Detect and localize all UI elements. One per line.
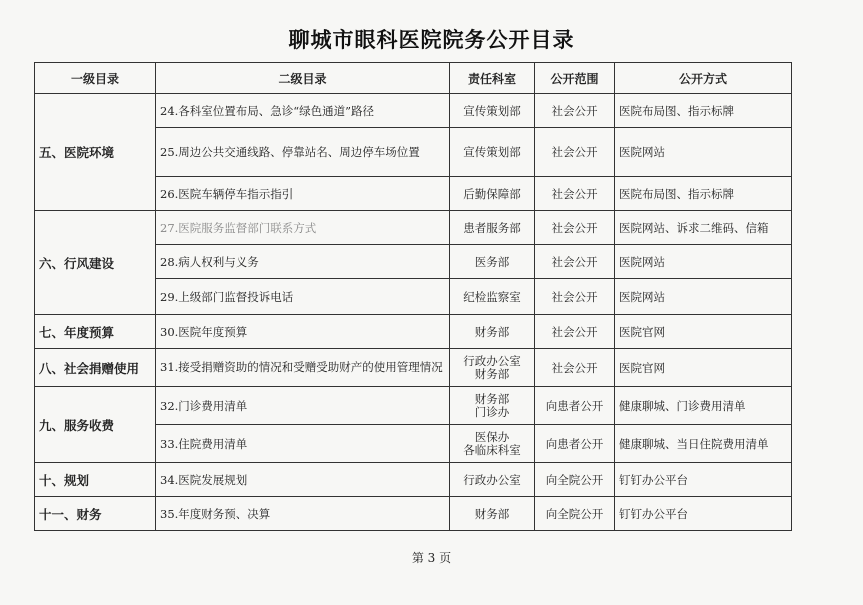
scope-cell: 向全院公开 xyxy=(535,497,615,531)
category-cell: 九、服务收费 xyxy=(35,387,156,463)
method-cell: 医院网站、诉求二维码、信箱 xyxy=(615,211,792,245)
method-cell: 医院网站 xyxy=(615,245,792,279)
item-cell: 35.年度财务预、决算 xyxy=(156,497,450,531)
item-cell: 27.医院服务监督部门联系方式 xyxy=(156,211,450,245)
scope-cell: 社会公开 xyxy=(535,94,615,128)
page-number: 第 3 页 xyxy=(411,551,452,565)
method-cell: 钉钉办公平台 xyxy=(615,463,792,497)
method-cell: 健康聊城、当日住院费用清单 xyxy=(615,425,792,463)
category-cell: 六、行风建设 xyxy=(35,211,156,315)
category-cell: 十一、财务 xyxy=(35,497,156,531)
dept-cell xyxy=(450,349,535,387)
item-cell: 25.周边公共交通线路、停靠站名、周边停车场位置 xyxy=(156,128,450,177)
dept-cell: 后勤保障部 xyxy=(450,177,535,211)
category-cell: 五、医院环境 xyxy=(35,94,156,211)
header-level2: 二级目录 xyxy=(156,63,450,94)
header-method: 公开方式 xyxy=(615,63,792,94)
item-cell: 26.医院车辆停车指示指引 xyxy=(156,177,450,211)
header-dept: 责任科室 xyxy=(450,63,535,94)
table-row xyxy=(35,315,792,349)
item-cell: 24.各科室位置布局、急诊“绿色通道”路径 xyxy=(156,94,450,128)
item-cell: 31.接受捐赠资助的情况和受赠受助财产的使用管理情况 xyxy=(156,349,450,387)
method-cell: 钉钉办公平台 xyxy=(615,497,792,531)
item-cell: 34.医院发展规划 xyxy=(156,463,450,497)
scope-cell: 社会公开 xyxy=(535,279,615,315)
category-cell: 七、年度预算 xyxy=(35,315,156,349)
item-cell: 28.病人权利与义务 xyxy=(156,245,450,279)
dept-line: 医保办 xyxy=(474,429,510,444)
table-row xyxy=(35,497,792,531)
category-cell: 十、规划 xyxy=(35,463,156,497)
scope-cell: 社会公开 xyxy=(535,128,615,177)
scope-cell: 向全院公开 xyxy=(535,463,615,497)
header-level1: 一级目录 xyxy=(35,63,156,94)
method-cell: 医院布局图、指示标牌 xyxy=(615,177,792,211)
scope-cell: 社会公开 xyxy=(535,177,615,211)
dept-cell: 宣传策划部 xyxy=(450,128,535,177)
scope-cell: 社会公开 xyxy=(535,245,615,279)
page-title: 聊城市眼科医院院务公开目录 xyxy=(288,28,575,52)
table-row xyxy=(35,463,792,497)
dept-cell xyxy=(450,387,535,425)
method-cell: 医院网站 xyxy=(615,128,792,177)
scope-cell: 向患者公开 xyxy=(535,387,615,425)
scope-cell: 社会公开 xyxy=(535,315,615,349)
dept-line: 财务部 xyxy=(474,391,510,406)
table-row xyxy=(35,211,792,245)
scope-cell: 向患者公开 xyxy=(535,425,615,463)
dept-line: 财务部 xyxy=(474,366,510,381)
table-header-row xyxy=(35,63,792,94)
item-cell: 30.医院年度预算 xyxy=(156,315,450,349)
dept-cell: 医务部 xyxy=(450,245,535,279)
table-row xyxy=(35,349,792,387)
item-cell: 29.上级部门监督投诉电话 xyxy=(156,279,450,315)
category-cell: 八、社会捐赠使用 xyxy=(35,349,156,387)
dept-cell: 财务部 xyxy=(450,497,535,531)
table-row xyxy=(35,94,792,128)
dept-line: 各临床科室 xyxy=(463,442,521,457)
method-cell: 医院官网 xyxy=(615,349,792,387)
item-cell: 32.门诊费用清单 xyxy=(156,387,450,425)
item-cell: 33.住院费用清单 xyxy=(156,425,450,463)
method-cell: 医院布局图、指示标牌 xyxy=(615,94,792,128)
header-scope: 公开范围 xyxy=(535,63,615,94)
dept-cell xyxy=(450,425,535,463)
dept-cell: 宣传策划部 xyxy=(450,94,535,128)
scope-cell: 社会公开 xyxy=(535,211,615,245)
disclosure-table xyxy=(34,62,792,531)
table-row xyxy=(35,387,792,425)
dept-cell: 纪检监察室 xyxy=(450,279,535,315)
scope-cell: 社会公开 xyxy=(535,349,615,387)
dept-cell: 财务部 xyxy=(450,315,535,349)
dept-line: 门诊办 xyxy=(474,404,510,419)
dept-cell: 患者服务部 xyxy=(450,211,535,245)
method-cell: 医院官网 xyxy=(615,315,792,349)
dept-line: 行政办公室 xyxy=(463,353,521,368)
dept-cell: 行政办公室 xyxy=(450,463,535,497)
method-cell: 健康聊城、门诊费用清单 xyxy=(615,387,792,425)
method-cell: 医院网站 xyxy=(615,279,792,315)
